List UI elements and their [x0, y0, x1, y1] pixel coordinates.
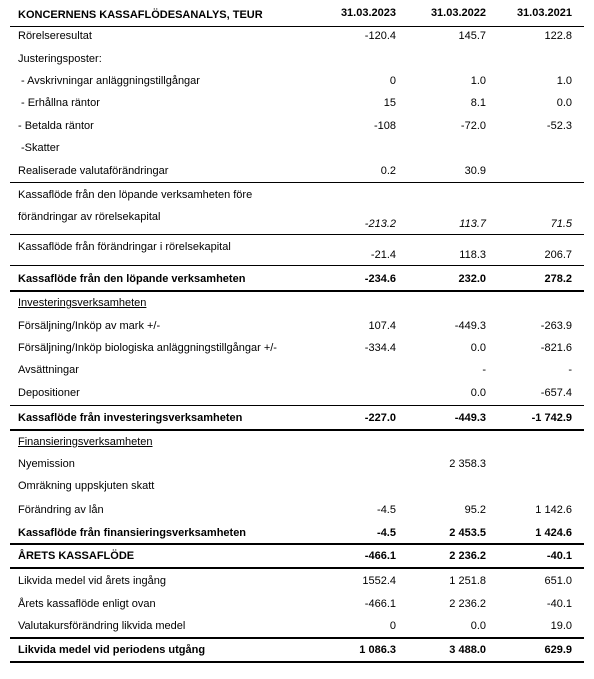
value-valutakurs-2021: 19.0	[550, 620, 572, 632]
row-label-omrakning: Omräkning uppskjuten skatt	[18, 480, 155, 492]
row-label-forsaljning-bio: Försäljning/Inköp biologiska anläggningstillgångar +/-	[18, 342, 277, 354]
row-label-arets-kf-enligt: Årets kassaflöde enligt ovan	[18, 598, 156, 610]
value-likvida-utgang-2021: 629.9	[544, 644, 572, 656]
divider	[10, 182, 584, 183]
value-likvida-ingang-2022: 1 251.8	[449, 575, 486, 587]
row-label-forsaljning-mark: Försäljning/Inköp av mark +/-	[18, 320, 161, 332]
row-label-depositioner: Depositioner	[18, 387, 80, 399]
value-betalda-rantor-2023: -108	[373, 120, 396, 132]
value-forandring-lan-2023: -4.5	[377, 504, 396, 516]
value-kf-fore-2021: 71.5	[550, 218, 572, 230]
value-arets-kf-enligt-2021: -40.1	[546, 598, 572, 610]
value-kf-finansiering-2021: 1 424.6	[535, 527, 572, 539]
value-arets-kassaflode-2021: -40.1	[546, 550, 572, 562]
row-label-avskrivningar: - Avskrivningar anläggningstillgångar	[21, 75, 200, 87]
value-kf-investering-2022: -449.3	[454, 412, 486, 424]
value-forandring-lan-2022: 95.2	[464, 504, 486, 516]
divider	[10, 405, 584, 406]
value-kf-rorelsekapital-2023: -21.4	[370, 249, 396, 261]
value-erhallna-rantor-2022: 8.1	[470, 97, 486, 109]
row-label-erhallna-rantor: - Erhållna räntor	[21, 97, 100, 109]
row-label-justeringsposter: Justeringsposter:	[18, 53, 102, 65]
value-erhallna-rantor-2023: 15	[383, 97, 396, 109]
value-avskrivningar-2023: 0	[389, 75, 396, 87]
row-label-kf-investering: Kassaflöde från investeringsverksamheten	[18, 412, 243, 424]
column-header-2021: 31.03.2021	[516, 7, 572, 19]
column-header-2023: 31.03.2023	[340, 7, 396, 19]
row-label-kf-finansiering: Kassaflöde från finansieringsverksamheten	[18, 527, 247, 539]
value-kf-investering-2023: -227.0	[364, 412, 396, 424]
divider	[10, 265, 584, 266]
value-kf-finansiering-2023: -4.5	[377, 527, 396, 539]
value-kf-lopande-2021: 278.2	[544, 273, 572, 285]
value-forsaljning-mark-2023: 107.4	[368, 320, 396, 332]
value-kf-lopande-2022: 232.0	[458, 273, 486, 285]
value-avsattningar-2022: -	[482, 364, 486, 376]
value-forsaljning-mark-2021: -263.9	[540, 320, 572, 332]
value-kf-fore-2023: -213.2	[364, 218, 396, 230]
value-avsattningar-2021: -	[568, 364, 572, 376]
value-valuta-2023: 0.2	[380, 165, 396, 177]
section-heading-investering: Investeringsverksamheten	[18, 297, 147, 309]
row-label-valutakurs: Valutakursförändring likvida medel	[18, 620, 186, 632]
value-arets-kassaflode-2023: -466.1	[364, 550, 396, 562]
row-label-kf-fore-line1: Kassaflöde från den löpande verksamheten före	[18, 189, 253, 201]
header-divider	[10, 26, 584, 27]
row-label-valuta: Realiserade valutaförändringar	[18, 165, 169, 177]
row-label-forandring-lan: Förändring av lån	[18, 504, 104, 516]
value-valutakurs-2022: 0.0	[470, 620, 486, 632]
value-likvida-utgang-2022: 3 488.0	[449, 644, 486, 656]
value-forsaljning-bio-2023: -334.4	[364, 342, 396, 354]
divider	[10, 661, 584, 663]
value-rorelseresultat-2021: 122.8	[544, 30, 572, 42]
divider	[10, 543, 584, 545]
value-kf-lopande-2023: -234.6	[364, 273, 396, 285]
value-depositioner-2021: -657.4	[540, 387, 572, 399]
value-rorelseresultat-2023: -120.4	[364, 30, 396, 42]
value-kf-fore-2022: 113.7	[459, 218, 486, 230]
value-depositioner-2022: 0.0	[470, 387, 486, 399]
divider	[10, 234, 584, 235]
value-arets-kf-enligt-2023: -466.1	[364, 598, 396, 610]
row-label-kf-rorelsekapital: Kassaflöde från förändringar i rörelsekapital	[18, 241, 231, 253]
table-title: KONCERNENS KASSAFLÖDESANALYS, TEUR	[18, 9, 263, 21]
divider	[10, 429, 584, 431]
value-arets-kf-enligt-2022: 2 236.2	[449, 598, 486, 610]
row-label-kf-fore-line2: förändringar av rörelsekapital	[18, 211, 161, 223]
value-likvida-ingang-2021: 651.0	[544, 575, 572, 587]
value-forandring-lan-2021: 1 142.6	[535, 504, 572, 516]
value-kf-finansiering-2022: 2 453.5	[449, 527, 486, 539]
value-kf-investering-2021: -1 742.9	[531, 412, 572, 424]
row-label-likvida-ingang: Likvida medel vid årets ingång	[18, 575, 166, 587]
row-label-skatter: -Skatter	[21, 142, 60, 154]
value-rorelseresultat-2022: 145.7	[458, 30, 486, 42]
value-valutakurs-2023: 0	[389, 620, 396, 632]
value-erhallna-rantor-2021: 0.0	[556, 97, 572, 109]
value-betalda-rantor-2022: -72.0	[460, 120, 486, 132]
divider	[10, 567, 584, 569]
row-label-betalda-rantor: - Betalda räntor	[18, 120, 94, 132]
row-label-avsattningar: Avsättningar	[18, 364, 79, 376]
value-arets-kassaflode-2022: 2 236.2	[449, 550, 486, 562]
value-forsaljning-bio-2021: -821.6	[540, 342, 572, 354]
divider	[10, 637, 584, 639]
value-forsaljning-mark-2022: -449.3	[454, 320, 486, 332]
row-label-nyemission: Nyemission	[18, 458, 75, 470]
value-kf-rorelsekapital-2021: 206.7	[544, 249, 572, 261]
value-forsaljning-bio-2022: 0.0	[470, 342, 486, 354]
row-label-rorelseresultat: Rörelseresultat	[18, 30, 92, 42]
row-label-arets-kassaflode: ÅRETS KASSAFLÖDE	[18, 550, 135, 562]
value-likvida-utgang-2023: 1 086.3	[359, 644, 396, 656]
value-betalda-rantor-2021: -52.3	[546, 120, 572, 132]
value-likvida-ingang-2023: 1552.4	[362, 575, 396, 587]
value-nyemission-2022: 2 358.3	[449, 458, 486, 470]
value-avskrivningar-2022: 1.0	[470, 75, 486, 87]
divider	[10, 290, 584, 292]
value-valuta-2022: 30.9	[464, 165, 486, 177]
row-label-likvida-utgang: Likvida medel vid periodens utgång	[18, 644, 206, 656]
column-header-2022: 31.03.2022	[430, 7, 486, 19]
section-heading-finansiering: Finansieringsverksamheten	[18, 436, 153, 448]
value-kf-rorelsekapital-2022: 118.3	[459, 249, 486, 261]
value-avskrivningar-2021: 1.0	[556, 75, 572, 87]
row-label-kf-lopande: Kassaflöde från den löpande verksamheten	[18, 273, 246, 285]
